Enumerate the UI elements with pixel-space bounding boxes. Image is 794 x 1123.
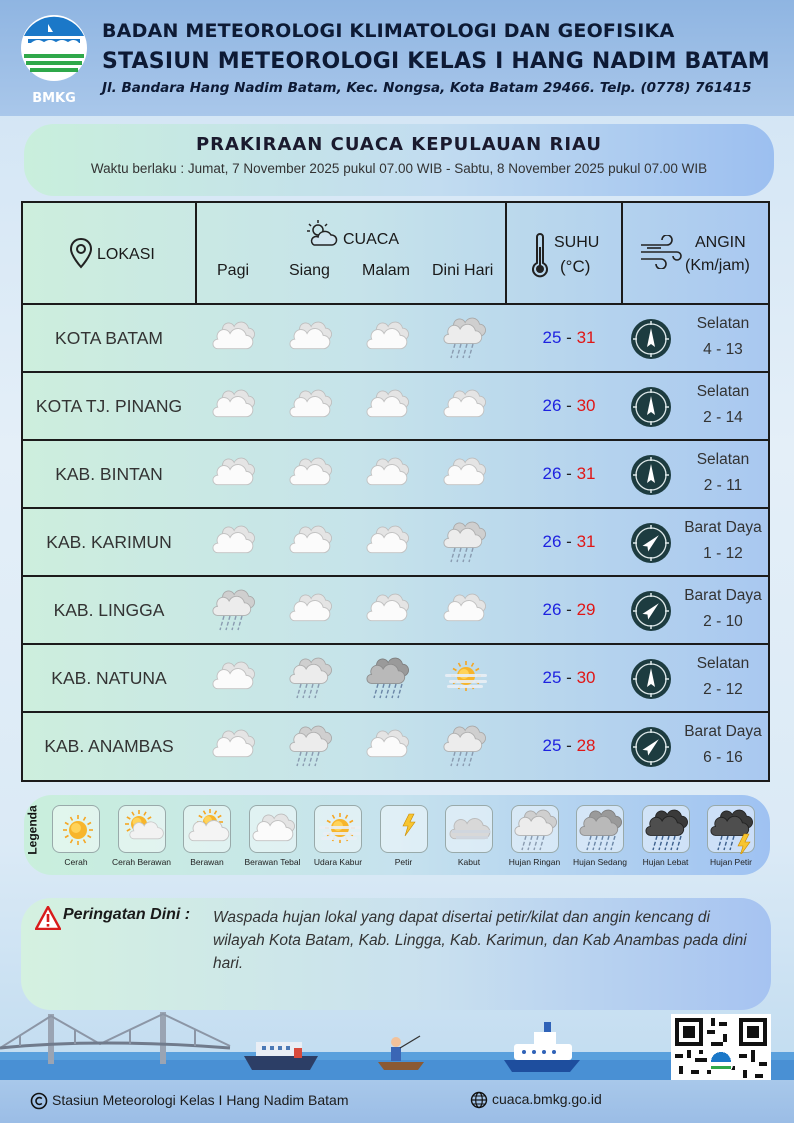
legend-item-petir (370, 805, 438, 867)
title-panel (24, 124, 774, 196)
wind-compass-icon (630, 726, 672, 768)
wind-compass-icon (630, 454, 672, 496)
website-link[interactable]: cuaca.bmkg.go.id (492, 1091, 602, 1107)
temp-min: 25 (542, 736, 562, 755)
legend-item-hujan-petir (697, 805, 765, 867)
temp-separator: - (566, 396, 572, 415)
hujan-ringan-icon (287, 722, 337, 770)
header-divider (195, 203, 197, 305)
header-temp: SUHU (554, 234, 600, 251)
footer-website[interactable] (470, 1091, 602, 1109)
row-temperature (519, 441, 619, 507)
table-row (23, 577, 768, 645)
legend-label: Cerah (64, 857, 88, 867)
legend-label: Cerah Berawan (111, 857, 172, 867)
hujan-sedang-icon (364, 654, 414, 702)
row-location: KAB. BINTAN (55, 464, 163, 484)
row-temperature (519, 645, 619, 711)
logo-text: BMKG (32, 91, 76, 106)
berawan-tebal-icon (210, 450, 260, 498)
legend-label: Hujan Lebat (642, 857, 689, 867)
berawan-tebal-icon (210, 518, 260, 566)
legend-title: Legenda (25, 805, 40, 855)
header-banner (0, 0, 794, 116)
temp-separator: - (566, 464, 572, 483)
ship-icon (244, 1042, 318, 1070)
station-address: Jl. Bandara Hang Nadim Batam, Kec. Nongsa, Kota Batam 29466. Telp. (0778) 761415 (102, 80, 752, 96)
header-wind: ANGIN (695, 234, 746, 251)
row-location: KAB. NATUNA (51, 668, 167, 688)
row-location: KAB. LINGGA (53, 600, 165, 620)
legend-label: Udara Kabur (313, 857, 363, 867)
temp-min: 25 (542, 668, 562, 687)
legend-item-udara-kabur (304, 805, 372, 867)
ferry-icon (504, 1022, 580, 1072)
wind-direction: Barat Daya (684, 587, 762, 604)
berawan-tebal-icon (441, 382, 491, 430)
legend-label: Hujan Ringan (508, 857, 561, 867)
temp-min: 26 (542, 464, 562, 483)
legend-item-cerah (42, 805, 110, 867)
page-title: PRAKIRAAN CUACA KEPULAUAN RIAU (195, 134, 603, 155)
table-row (23, 713, 768, 781)
header-temp-unit: (°C) (560, 257, 591, 276)
warning-label: Peringatan Dini : (63, 906, 191, 923)
row-temperature (519, 305, 619, 371)
petir-icon (380, 805, 428, 853)
berawan-tebal-icon (364, 450, 414, 498)
temp-min: 26 (542, 600, 562, 619)
temp-separator: - (566, 532, 572, 551)
wind-speed: 2 - 11 (703, 477, 743, 494)
wind-compass-icon (630, 386, 672, 428)
temp-max: 31 (576, 532, 596, 551)
header-divider (621, 203, 623, 305)
legend-item-hujan-lebat (632, 805, 700, 867)
temp-separator: - (566, 668, 572, 687)
hujan-ringan-icon (287, 654, 337, 702)
location-pin-icon (69, 237, 93, 269)
temp-min: 25 (542, 328, 562, 347)
berawan-tebal-icon (210, 382, 260, 430)
footer-copyright (30, 1092, 348, 1110)
temp-separator: - (566, 600, 572, 619)
temp-max: 30 (576, 396, 596, 415)
wind-speed: 4 - 13 (703, 341, 743, 358)
wind-speed: 1 - 12 (703, 545, 743, 562)
berawan-tebal-icon (441, 450, 491, 498)
row-temperature (519, 373, 619, 439)
wind-compass-icon (630, 522, 672, 564)
legend-label: Kabut (457, 857, 481, 867)
wind-speed: 6 - 16 (703, 749, 743, 766)
temp-max: 31 (576, 328, 596, 347)
row-temperature (519, 509, 619, 575)
row-location: KOTA TJ. PINANG (35, 396, 183, 416)
legend-label: Berawan (190, 857, 224, 867)
wind-direction: Barat Daya (684, 723, 762, 740)
berawan-tebal-icon (287, 382, 337, 430)
row-temperature (519, 713, 619, 779)
wind-direction: Selatan (696, 451, 750, 468)
wind-icon (639, 235, 683, 269)
berawan-tebal-icon (364, 586, 414, 634)
footer-station: Stasiun Meteorologi Kelas I Hang Nadim Batam (52, 1092, 349, 1108)
wind-compass-icon (630, 658, 672, 700)
temp-min: 26 (542, 532, 562, 551)
forecast-table (21, 201, 770, 782)
cerah-icon (52, 805, 100, 853)
hujan-lebat-icon (642, 805, 690, 853)
temp-max: 31 (576, 464, 596, 483)
table-row (23, 645, 768, 713)
udara-kabur-icon (314, 805, 362, 853)
wind-compass-icon (630, 318, 672, 360)
temp-max: 30 (576, 668, 596, 687)
table-row (23, 373, 768, 441)
legend-item-kabut (435, 805, 503, 867)
temp-max: 28 (576, 736, 596, 755)
wind-direction: Selatan (696, 383, 750, 400)
berawan-tebal-icon (287, 518, 337, 566)
legend-label: Hujan Sedang (573, 857, 627, 867)
temp-max: 29 (576, 600, 596, 619)
row-location: KAB. KARIMUN (46, 532, 172, 552)
station-name: STASIUN METEOROLOGI KELAS I HANG NADIM BATAM (102, 49, 770, 74)
header-weather: CUACA (343, 231, 400, 248)
legend-item-cerah-berawan (108, 805, 176, 867)
legend-label: Berawan Tebal (244, 857, 301, 867)
berawan-tebal-icon (364, 382, 414, 430)
legend-item-berawan-tebal (239, 805, 307, 867)
berawan-tebal-icon (441, 586, 491, 634)
legend-panel (24, 795, 770, 875)
wind-speed: 2 - 10 (703, 613, 743, 630)
wind-compass-icon (630, 590, 672, 632)
hujan-ringan-icon (511, 805, 559, 853)
hujan-petir-icon (707, 805, 755, 853)
warning-text: Waspada hujan lokal yang dapat disertai petir/kilat dan angin kencang di wilayah Kota Batam, Kab. Lingga, Kab. Karimun, dan Kab Anambas pada dini hari. (213, 909, 747, 972)
berawan-tebal-icon (364, 722, 414, 770)
wind-speed: 2 - 12 (703, 681, 743, 698)
globe-icon (470, 1091, 488, 1109)
berawan-tebal-icon (287, 314, 337, 362)
temp-min: 26 (542, 396, 562, 415)
header-wind-unit: (Km/jam) (685, 257, 750, 274)
berawan-tebal-icon (249, 805, 297, 853)
temp-separator: - (566, 736, 572, 755)
berawan-tebal-icon (210, 722, 260, 770)
thermometer-icon (531, 233, 549, 279)
hujan-ringan-icon (441, 314, 491, 362)
hujan-ringan-icon (210, 586, 260, 634)
berawan-tebal-icon (210, 314, 260, 362)
header-period-malam: Malam (362, 262, 411, 279)
table-row (23, 509, 768, 577)
hujan-sedang-icon (576, 805, 624, 853)
agency-name: BADAN METEOROLOGI KLIMATOLOGI DAN GEOFISIKA (102, 20, 675, 42)
cerah-berawan-icon (118, 805, 166, 853)
hujan-ringan-icon (441, 722, 491, 770)
berawan-icon (183, 805, 231, 853)
wind-direction: Barat Daya (684, 519, 762, 536)
header-period-dini-hari: Dini Hari (432, 262, 494, 279)
header-divider (505, 203, 507, 305)
table-row (23, 441, 768, 509)
header-period-pagi: Pagi (217, 262, 250, 279)
hujan-ringan-icon (441, 518, 491, 566)
copyright-icon (30, 1092, 48, 1110)
row-location: KAB. ANAMBAS (44, 736, 174, 756)
kabut-icon (445, 805, 493, 853)
udara-kabur-icon (441, 654, 491, 702)
table-row (23, 305, 768, 373)
berawan-tebal-icon (287, 450, 337, 498)
berawan-tebal-icon (364, 518, 414, 566)
weather-header-icon (306, 219, 338, 249)
bmkg-logo-icon (18, 14, 90, 106)
footer (0, 1080, 794, 1123)
table-header (23, 203, 768, 305)
legend-item-hujan-sedang (566, 805, 634, 867)
header-period-siang: Siang (289, 262, 330, 279)
berawan-tebal-icon (210, 654, 260, 702)
wind-speed: 2 - 14 (703, 409, 743, 426)
berawan-tebal-icon (364, 314, 414, 362)
row-temperature (519, 577, 619, 643)
warning-triangle-icon (35, 906, 61, 930)
wind-direction: Selatan (696, 315, 750, 332)
legend-item-berawan (173, 805, 241, 867)
legend-item-hujan-ringan (501, 805, 569, 867)
berawan-tebal-icon (287, 586, 337, 634)
temp-separator: - (566, 328, 572, 347)
legend-label: Hujan Petir (709, 857, 753, 867)
early-warning-panel (21, 898, 771, 1010)
validity-period: Waktu berlaku : Jumat, 7 November 2025 pukul 07.00 WIB - Sabtu, 8 November 2025 pukul 07.00 WIB (90, 161, 708, 176)
row-location: KOTA BATAM (55, 328, 163, 348)
wind-direction: Selatan (696, 655, 750, 672)
legend-label: Petir (394, 857, 413, 867)
header-location: LOKASI (97, 246, 155, 263)
